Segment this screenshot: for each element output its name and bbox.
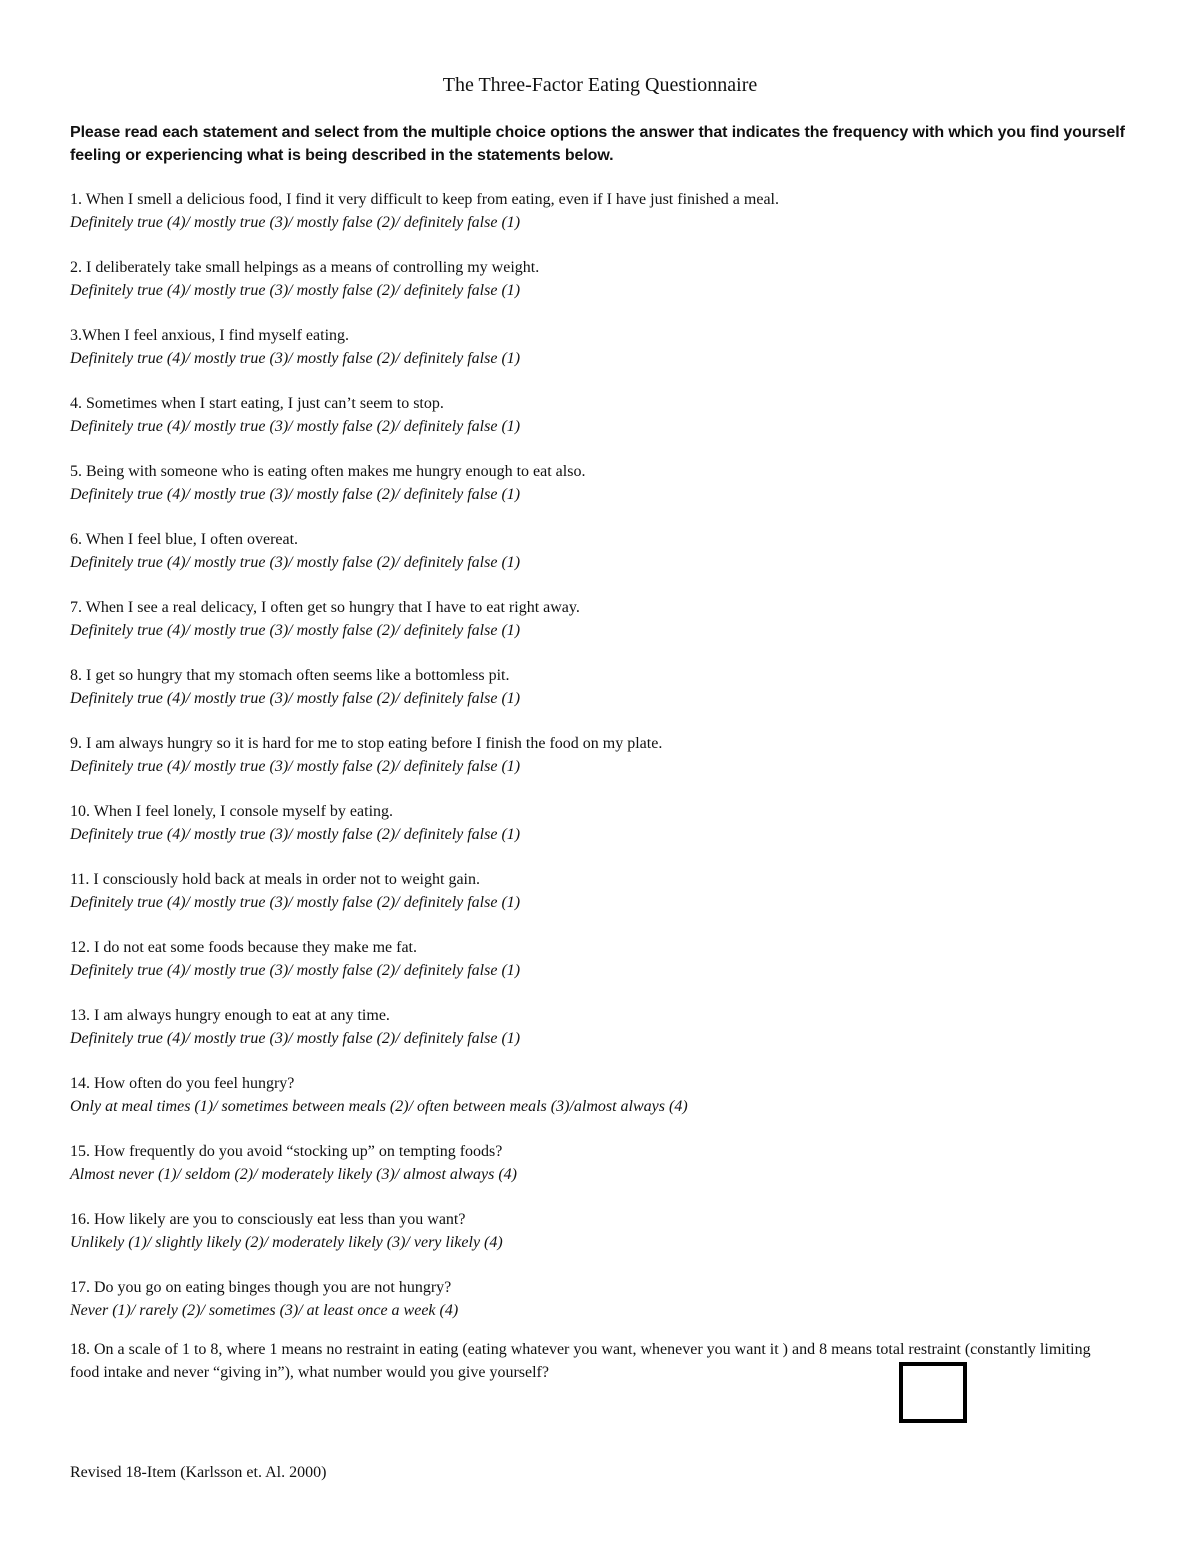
question-text: 8. I get so hungry that my stomach often seems like a bottomless pit. — [70, 667, 510, 684]
answer-options: Definitely true (4)/ mostly true (3)/ mostly false (2)/ definitely false (1) — [70, 554, 521, 571]
question-item — [70, 529, 1135, 597]
page-title: The Three-Factor Eating Questionnaire — [442, 74, 758, 96]
question-item — [70, 937, 1135, 1005]
answer-options: Never (1)/ rarely (2)/ sometimes (3)/ at least once a week (4) — [70, 1302, 459, 1319]
question-text: 16. How likely are you to consciously eat less than you want? — [70, 1211, 466, 1228]
question-text: 9. I am always hungry so it is hard for me to stop eating before I finish the food on my plate. — [70, 735, 663, 752]
answer-options: Definitely true (4)/ mostly true (3)/ mostly false (2)/ definitely false (1) — [70, 418, 521, 435]
question-text: 2. I deliberately take small helpings as a means of controlling my weight. — [70, 259, 540, 276]
answer-options: Definitely true (4)/ mostly true (3)/ mostly false (2)/ definitely false (1) — [70, 350, 521, 367]
question-18-text: 18. On a scale of 1 to 8, where 1 means no restraint in eating (eating whatever you want, whenever you want it ) and 8 means total restraint (constantly limiting food intake and never “giving in”), what number would you give yourself? — [70, 1341, 1091, 1381]
question-item — [70, 1005, 1135, 1073]
question-item — [70, 801, 1135, 869]
question-text: 3.When I feel anxious, I find myself eating. — [70, 327, 350, 344]
question-item — [70, 393, 1135, 461]
question-item — [70, 1209, 1135, 1277]
question-text: 4. Sometimes when I start eating, I just can’t seem to stop. — [70, 395, 444, 412]
question-text: 17. Do you go on eating binges though you are not hungry? — [70, 1279, 452, 1296]
question-item — [70, 1141, 1135, 1209]
answer-options: Almost never (1)/ seldom (2)/ moderately likely (3)/ almost always (4) — [70, 1166, 517, 1183]
question-item — [70, 461, 1135, 529]
question-item — [70, 1073, 1135, 1141]
answer-box-q18[interactable] — [899, 1362, 967, 1423]
question-text: 15. How frequently do you avoid “stocking up” on tempting foods? — [70, 1143, 503, 1160]
question-item — [70, 189, 1135, 257]
question-item — [70, 1277, 1135, 1345]
question-item — [70, 733, 1135, 801]
answer-options: Definitely true (4)/ mostly true (3)/ mostly false (2)/ definitely false (1) — [70, 894, 521, 911]
question-item — [70, 325, 1135, 393]
question-text: 6. When I feel blue, I often overeat. — [70, 531, 299, 548]
answer-options: Definitely true (4)/ mostly true (3)/ mostly false (2)/ definitely false (1) — [70, 486, 521, 503]
question-item — [70, 665, 1135, 733]
question-text: 12. I do not eat some foods because they make me fat. — [70, 939, 417, 956]
question-text: 11. I consciously hold back at meals in order not to weight gain. — [70, 871, 480, 888]
question-item — [70, 869, 1135, 937]
answer-options: Definitely true (4)/ mostly true (3)/ mostly false (2)/ definitely false (1) — [70, 214, 521, 231]
answer-options: Only at meal times (1)/ sometimes between meals (2)/ often between meals (3)/almost always (4) — [70, 1098, 688, 1115]
answer-options: Definitely true (4)/ mostly true (3)/ mostly false (2)/ definitely false (1) — [70, 282, 521, 299]
question-text: 1. When I smell a delicious food, I find it very difficult to keep from eating, even if I have just finished a meal. — [70, 191, 779, 208]
question-item — [70, 597, 1135, 665]
question-text: 7. When I see a real delicacy, I often get so hungry that I have to eat right away. — [70, 599, 580, 616]
answer-options: Definitely true (4)/ mostly true (3)/ mostly false (2)/ definitely false (1) — [70, 826, 521, 843]
instructions: Please read each statement and select from the multiple choice options the answer that indicates the frequency with which you find yourself feeling or experiencing what is being described in the statements below. — [70, 124, 1125, 164]
question-text: 5. Being with someone who is eating often makes me hungry enough to eat also. — [70, 463, 586, 480]
answer-options: Unlikely (1)/ slightly likely (2)/ moderately likely (3)/ very likely (4) — [70, 1234, 503, 1251]
answer-options: Definitely true (4)/ mostly true (3)/ mostly false (2)/ definitely false (1) — [70, 690, 521, 707]
footer-citation: Revised 18-Item (Karlsson et. Al. 2000) — [70, 1464, 327, 1481]
question-text: 14. How often do you feel hungry? — [70, 1075, 295, 1092]
answer-options: Definitely true (4)/ mostly true (3)/ mostly false (2)/ definitely false (1) — [70, 962, 521, 979]
question-text: 13. I am always hungry enough to eat at any time. — [70, 1007, 390, 1024]
question-text: 10. When I feel lonely, I console myself by eating. — [70, 803, 394, 820]
answer-options: Definitely true (4)/ mostly true (3)/ mostly false (2)/ definitely false (1) — [70, 1030, 521, 1047]
question-item — [70, 257, 1135, 325]
answer-options: Definitely true (4)/ mostly true (3)/ mostly false (2)/ definitely false (1) — [70, 622, 521, 639]
answer-options: Definitely true (4)/ mostly true (3)/ mostly false (2)/ definitely false (1) — [70, 758, 521, 775]
question-list — [70, 189, 1135, 1345]
